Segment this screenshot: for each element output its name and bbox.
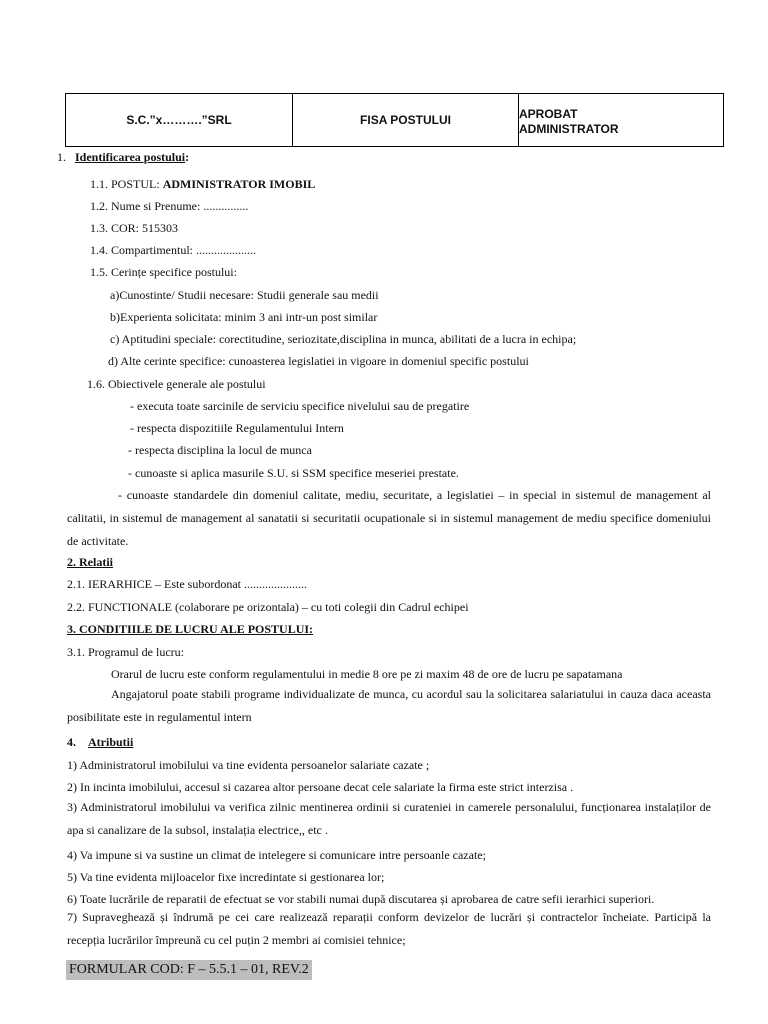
work-schedule-paragraph-2: Angajatorul poate stabili programe individualizate de munca, cu acordul sau la solicitarea salariatului in cauza daca aceasta posibilitate este in regulamentul intern [67,687,711,724]
approval-line-1: APROBAT [519,107,578,121]
duty-5: 5) Va tine evidenta mijloacelor fixe incredintate si gestionarea lor; [67,870,385,884]
field-post-value: ADMINISTRATOR IMOBIL [162,177,316,191]
section-4-number: 4. [67,735,76,749]
section-2-title: 2. Relatii [67,555,113,569]
field-requirements: 1.5. Cerințe specifice postului: [90,265,237,279]
requirement-a: a)Cunostinte/ Studii necesare: Studii generale sau medii [110,288,379,302]
form-code-footer: FORMULAR COD: F – 5.5.1 – 01, REV.2 [66,960,312,980]
requirement-d: d) Alte cerinte specifice: cunoasterea legislatiei in vigoare in domeniul specific postului [108,354,529,368]
approval-cell [519,94,723,146]
section-3-title: 3. CONDITIILE DE LUCRU ALE POSTULUI: [67,622,314,636]
field-name: 1.2. Nume si Prenume: ............... [90,199,249,213]
field-cor: 1.3. COR: 515303 [90,221,179,235]
objective-4: - cunoaste si aplica masurile S.U. si SSM specifice meseriei prestate. [128,466,459,480]
section-1-title: Identificarea postului [75,150,186,164]
field-department: 1.4. Compartimentul: .................... [90,243,256,257]
section-1-number: 1. [57,150,66,164]
duty-4: 4) Va impune si va sustine un climat de intelegere si comunicare intre persoanle cazate; [67,848,486,862]
relation-functional: 2.2. FUNCTIONALE (colaborare pe orizontala) – cu toti colegii din Cadrul echipei [67,600,469,614]
relation-hierarchical: 2.1. IERARHICE – Este subordonat ..................... [67,577,307,591]
field-post-label: 1.1. POSTUL: [90,177,160,191]
objective-3: - respecta disciplina la locul de munca [128,443,312,457]
section-1-colon: : [185,150,190,164]
objective-1: - executa toate sarcinile de serviciu specifice nivelului sau de pregatire [130,399,470,413]
duty-2: 2) In incinta imobilului, accesul si cazarea altor persoane decat cele salariate la firma este strict interzisa . [67,780,574,794]
requirement-c: c) Aptitudini speciale: corectitudine, seriozitate,disciplina in munca, abilitati de a lucra in echipa; [110,332,577,346]
field-objectives: 1.6. Obiectivele generale ale postului [87,377,266,391]
section-4-title: Atributii [88,735,134,749]
section-1-heading [57,150,189,165]
objective-5: - cunoaste standardele din domeniul calitate, mediu, securitate, a legislatiei – in special in sistemul de management al calitatii, in sistemul de management al sanatatii si securitatii ocupationale si in sistemul management de mediu specifice domeniului de activitate. [67,488,711,548]
field-post [90,177,315,192]
approval-line-2: ADMINISTRATOR [519,122,619,136]
work-schedule-paragraph-1: Orarul de lucru este conform regulamentului in medie 8 ore pe zi maxim 48 de ore de lucru pe sapatamana [111,667,623,681]
duty-1: 1) Administratorul imobilului va tine evidenta persoanelor salariate cazate ; [67,758,430,772]
header-table [65,93,724,147]
work-schedule-heading: 3.1. Programul de lucru: [67,645,184,659]
duty-7: 7) Supraveghează și îndrumă pe cei care realizează reparații conform devizelor de lucrări și contractelor încheiate. Participă la recepția lucrărilor împreună cu cel puțin 2 membri ai comisiei tehnice; [67,910,711,947]
duty-6: 6) Toate lucrările de reparatii de efectuat se vor stabili numai după discutarea și aprobarea de catre sefii ierarhici superiori. [67,892,655,906]
requirement-b: b)Experienta solicitata: minim 3 ani intr-un post similar [110,310,378,324]
objective-2: - respecta dispozitiile Regulamentului Intern [130,421,344,435]
section-4-heading [67,735,133,750]
company-name: S.C.”x……….”SRL [66,94,293,146]
duty-3: 3) Administratorul imobilului va verifica zilnic mentinerea ordinii si curateniei in camerele personalului, funcționarea instalaților de apa si canalizare de la subsol, instalația electrice,, etc . [67,800,711,837]
document-title: FISA POSTULUI [293,94,519,146]
